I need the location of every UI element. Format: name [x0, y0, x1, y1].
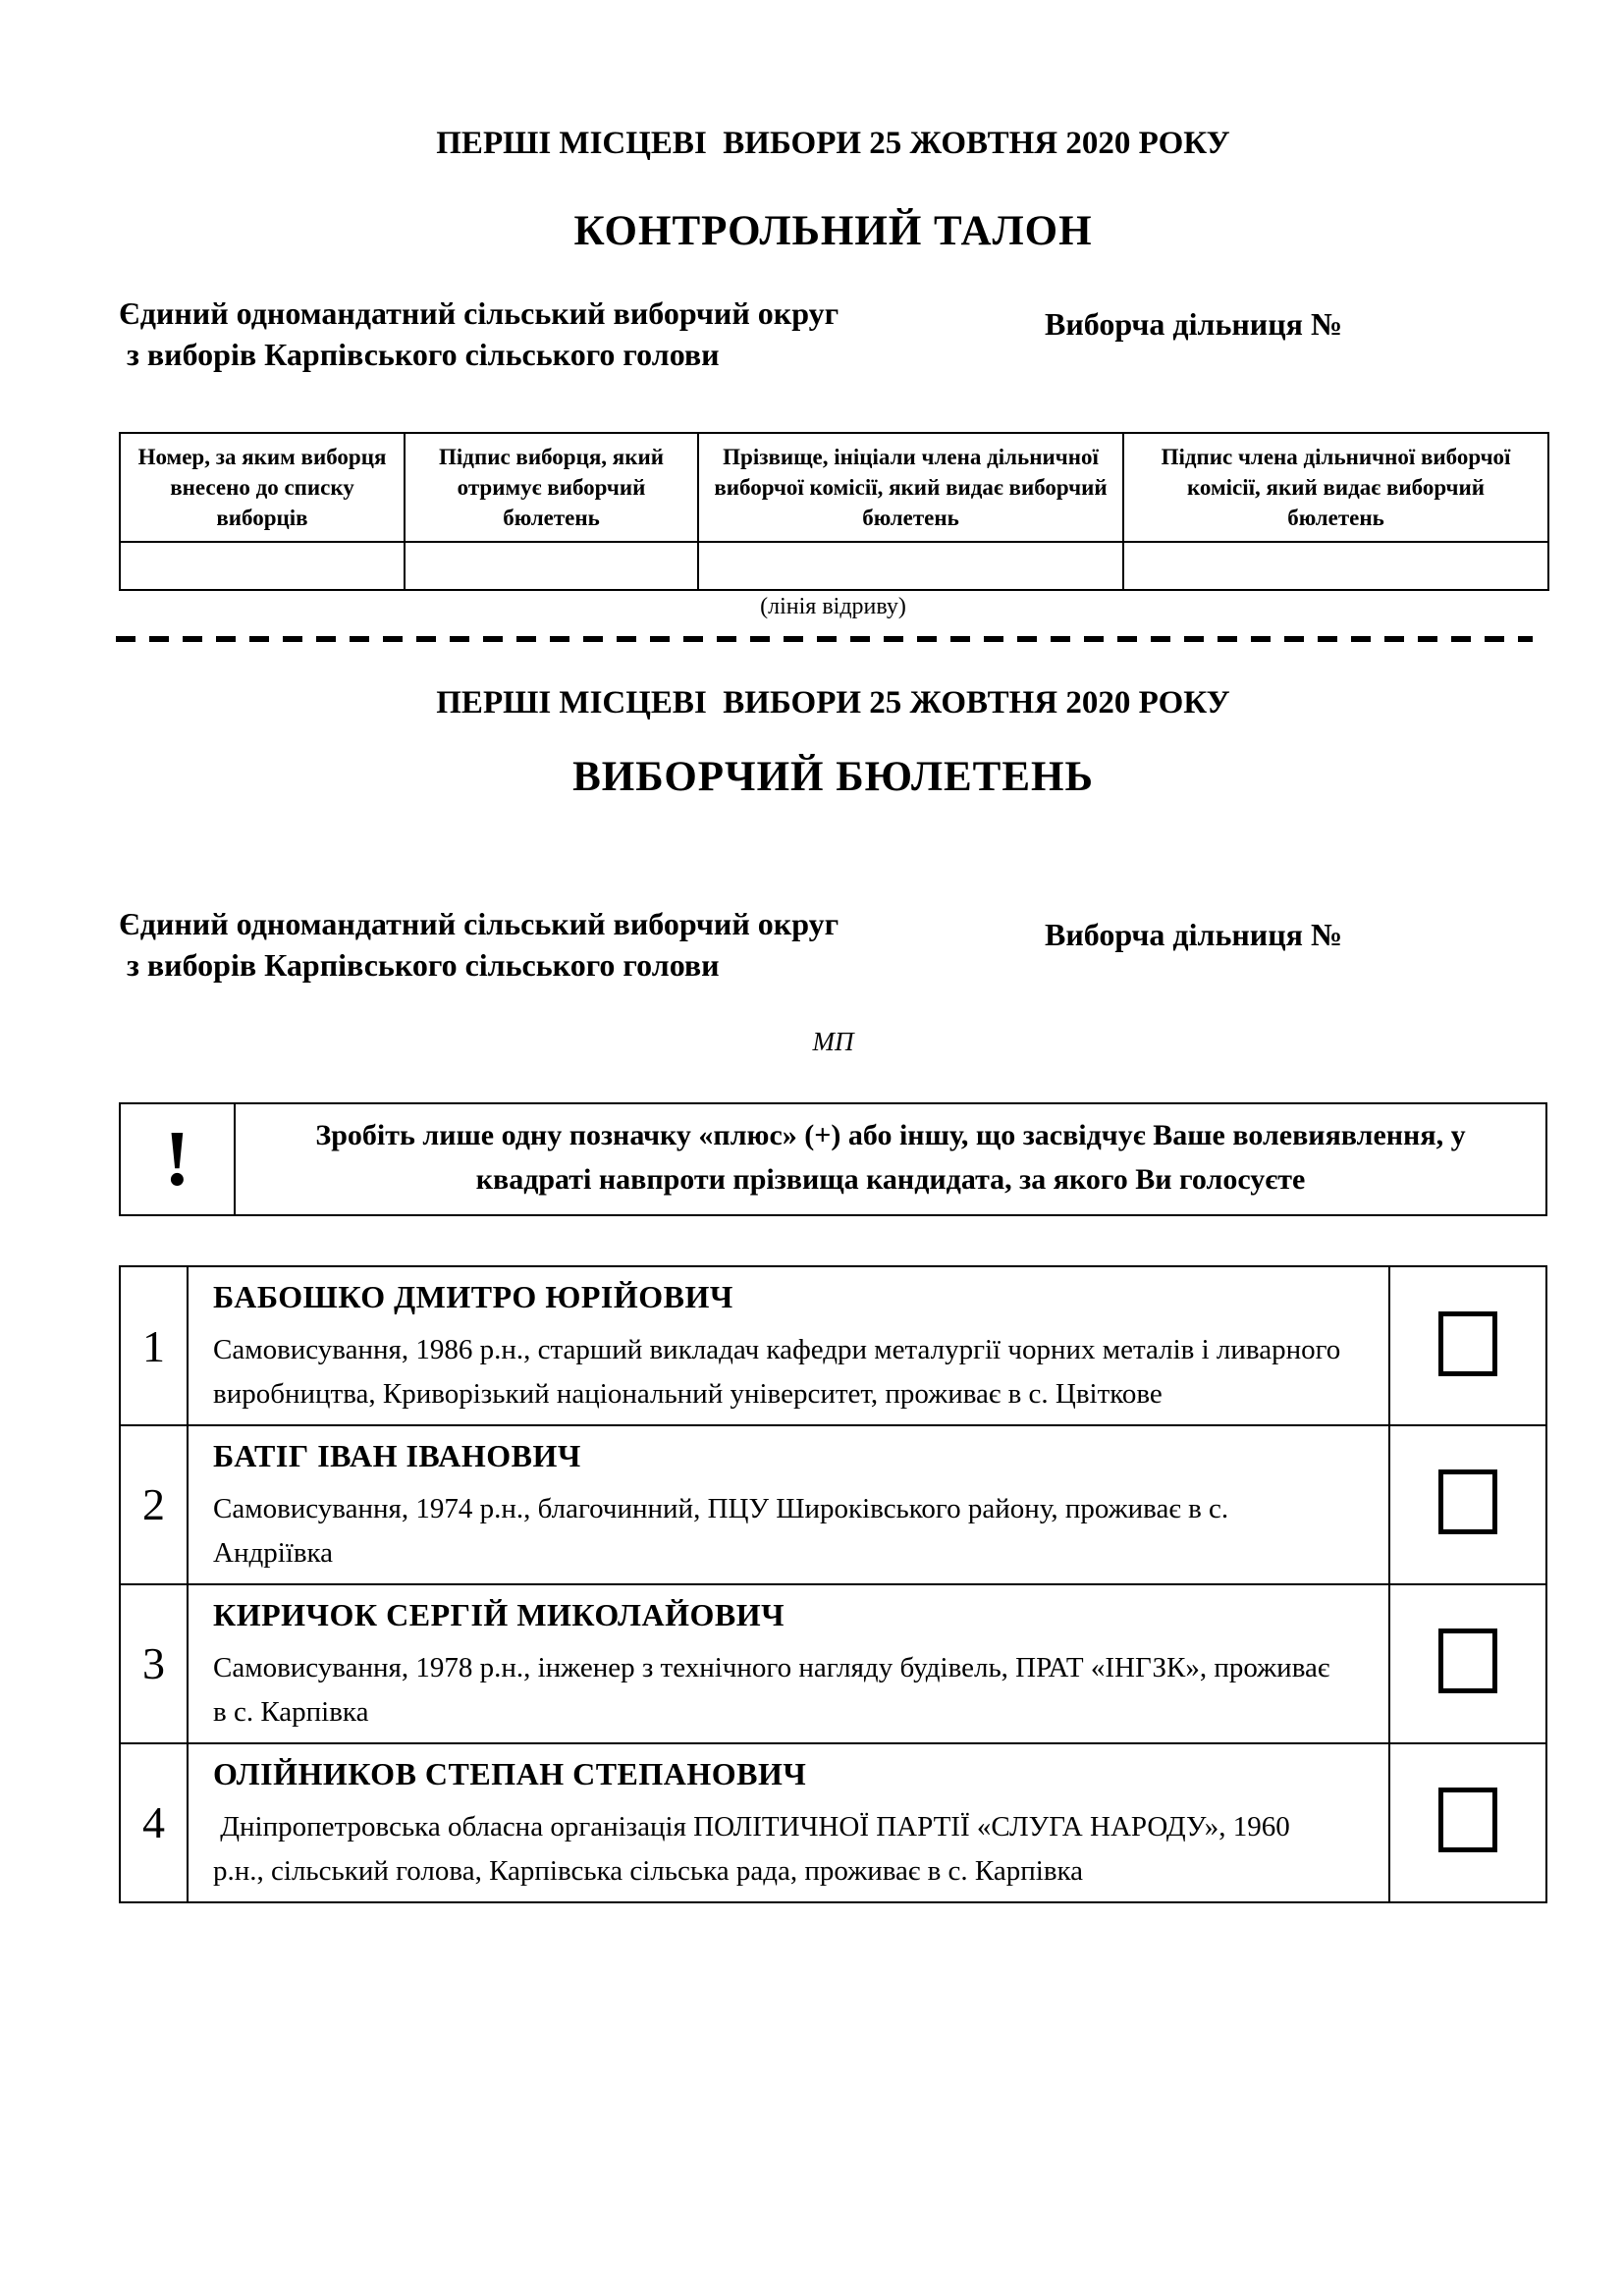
ballot-title: ВИБОРЧИЙ БЮЛЕТЕНЬ: [572, 754, 1094, 801]
tear-dashed-line: [116, 636, 1533, 642]
coupon-station-number-label: Виборча дільниця №: [1045, 306, 1343, 342]
coupon-district-line2: з виборів Карпівського сільського голови: [127, 337, 720, 373]
candidate-name: ОЛІЙНИКОВ СТЕПАН СТЕПАНОВИЧ: [213, 1755, 807, 1791]
coupon-header-commission-member-name: Прізвище, ініціали члена дільничної виборчої комісії, який видає виборчий бюлетень: [698, 433, 1123, 542]
exclamation-mark-icon: !: [121, 1104, 236, 1214]
coupon-header-voter-signature: Підпис виборця, який отримує виборчий бюлетень: [405, 433, 698, 542]
commission-member-name-cell[interactable]: [698, 542, 1123, 590]
coupon-district-block: [119, 293, 1547, 379]
coupon-header-voter-number: Номер, за яким виборця внесено до списку виборців: [120, 433, 405, 542]
candidate-name: КИРИЧОК СЕРГІЙ МИКОЛАЙОВИЧ: [213, 1596, 785, 1632]
candidate-row: [120, 1425, 1546, 1584]
candidate-details: Самовисування, 1974 р.н., благочинний, ПЦУ Широківського району, проживає в с. Андріївка: [213, 1493, 1236, 1569]
voting-instruction-box: [119, 1102, 1547, 1216]
voting-instruction-text: Зробіть лише одну позначку «плюс» (+) або іншу, що засвідчує Ваше волевиявлення, у квадраті навпроти прізвища кандидата, за якого Ви голосуєте: [315, 1119, 1466, 1196]
candidate-info-cell: [188, 1425, 1389, 1584]
candidates-table: [119, 1265, 1547, 1903]
vote-checkbox[interactable]: [1438, 1311, 1497, 1376]
ballot-district-block: [119, 903, 1547, 989]
vote-checkbox[interactable]: [1438, 1629, 1497, 1693]
vote-checkbox-cell: [1389, 1743, 1546, 1902]
ballot-district-line2: з виборів Карпівського сільського голови: [127, 947, 720, 984]
coupon-election-title: ПЕРШІ МІСЦЕВІ ВИБОРИ 25 ЖОВТНЯ 2020 РОКУ: [436, 126, 1230, 161]
ballot-district-line1: Єдиний одномандатний сільський виборчий округ: [119, 906, 839, 942]
candidate-details: Самовисування, 1978 р.н., інженер з технічного нагляду будівель, ПРАТ «ІНГЗК», проживає в с. Карпівка: [213, 1651, 1337, 1728]
coupon-table: [119, 432, 1549, 591]
tear-line-label: (лінія відриву): [760, 594, 906, 620]
candidate-row: [120, 1266, 1546, 1425]
commission-member-signature-cell[interactable]: [1123, 542, 1548, 590]
candidate-number: 3: [120, 1584, 188, 1743]
vote-checkbox[interactable]: [1438, 1788, 1497, 1852]
ballot-election-title: ПЕРШІ МІСЦЕВІ ВИБОРИ 25 ЖОВТНЯ 2020 РОКУ: [436, 685, 1230, 721]
candidate-number: 1: [120, 1266, 188, 1425]
candidate-row: [120, 1743, 1546, 1902]
coupon-table-header-row: [120, 433, 1548, 542]
vote-checkbox-cell: [1389, 1425, 1546, 1584]
candidate-info-cell: [188, 1743, 1389, 1902]
ballot-station-number-label: Виборча дільниця №: [1045, 917, 1343, 953]
candidate-info-cell: [188, 1584, 1389, 1743]
voter-signature-cell[interactable]: [405, 542, 698, 590]
voter-number-cell[interactable]: [120, 542, 405, 590]
vote-checkbox[interactable]: [1438, 1469, 1497, 1534]
coupon-table-blank-row: [120, 542, 1548, 590]
stamp-placeholder-label: МП: [812, 1027, 854, 1057]
vote-checkbox-cell: [1389, 1584, 1546, 1743]
candidate-details: Самовисування, 1986 р.н., старший викладач кафедри металургії чорних металів і ливарного виробництва, Криворізький національний університет, проживає в с. Цвіткове: [213, 1334, 1348, 1411]
candidate-row: [120, 1584, 1546, 1743]
candidate-name: БАБОШКО ДМИТРО ЮРІЙОВИЧ: [213, 1279, 733, 1315]
candidate-number: 4: [120, 1743, 188, 1902]
candidate-info-cell: [188, 1266, 1389, 1425]
candidate-name: БАТІГ ІВАН ІВАНОВИЧ: [213, 1438, 581, 1474]
candidate-number: 2: [120, 1425, 188, 1584]
coupon-title: КОНТРОЛЬНИЙ ТАЛОН: [573, 208, 1093, 254]
candidate-details: Дніпропетровська обласна організація ПОЛІТИЧНОЇ ПАРТІЇ «СЛУГА НАРОДУ», 1960 р.н., сільський голова, Карпівська сільська рада, проживає в с. Карпівка: [213, 1810, 1297, 1887]
coupon-district-line1: Єдиний одномандатний сільський виборчий округ: [119, 295, 839, 331]
coupon-header-commission-member-signature: Підпис члена дільничної виборчої комісії, який видає виборчий бюлетень: [1123, 433, 1548, 542]
vote-checkbox-cell: [1389, 1266, 1546, 1425]
